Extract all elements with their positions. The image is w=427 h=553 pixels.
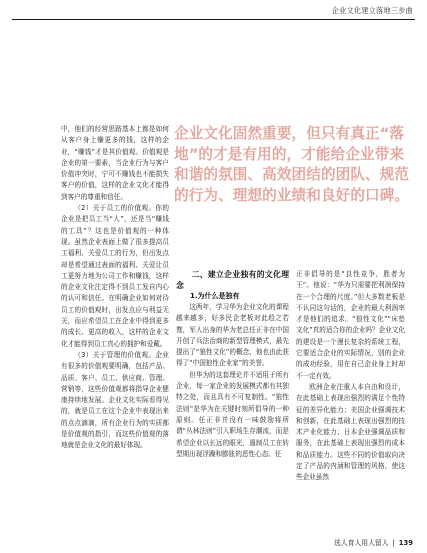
middle-text-column <box>176 269 289 460</box>
body-paragraph: （3）关于管理的价值观。企业有很多的价值观要明确，包括产品、品质、客户、员工、供应商、管理、营销等，这些价值观都将指导企业健康持续地发展。企业文化实际看得见的，就是员工在这个企业中表现出来的点点滴滴，所有企业行为的实质都是价值观的指引，而这些价值观的落地就是企业文化的最好体现。 <box>61 350 169 450</box>
body-paragraph: 这两年，学习华为企业文化的课程越来越多，好多民企老板对此趋之若鹜，军人出身的华为老总任正非在中国开创了兵法治商的新型管理模式，最先提出了“狼性文化”的概念，他也由此获得了“中国狼性企业家”的美誉。 <box>176 303 289 368</box>
footer-separator: | <box>392 539 395 547</box>
left-text-column <box>61 124 169 452</box>
page-footer <box>334 537 413 547</box>
body-paragraph: 欧洲企业注重人本自由和设计，在此基础上表现出强烈的满足个性特征的差异化能力；美国企业强调技术和创新，在此基础上表现出强烈的技术产业化能力；日本企业强调品质和服务，在此基础上表现出强烈的成本和品质能力。这些不同的价值取向决定了产品的内涵和管理的风格，使这些企业虽然 <box>296 382 405 482</box>
right-text-column <box>296 269 405 484</box>
body-paragraph: 正非倡导的是“良性竞争，胜者为王”。他说：“华为只需要把利润保持在一个合理的尺度。”但大多数老板是不认同这句话的，企业的最大利润率才是他们的追求。“狼性文化”“床垫文化”真的适合你的企业吗？企业文化的建设是一个漫长复杂的系统工程，它要适合企业的实际情况，别的企业的成功经验，用在自己企业身上时却不一定有效。 <box>296 270 405 380</box>
subsection-title: 1.为什么是独有 <box>190 292 240 300</box>
body-paragraph: 中，他们的经营思路基本上都是如何从客户身上赚更多的钱，这样的企业，“赚钱”才是其价值观。价值观是企业的第一要素，当企业行为与客户价值冲突时，宁可不赚钱也不能损失客户的价值，这样的企业文化才能得到客户的尊重和信任。 <box>61 125 169 201</box>
running-header: 企业文化建立落地三步曲 <box>331 6 413 15</box>
section-title: 二、建立企业独有的文化理念 <box>176 270 289 290</box>
magazine-name: 选人育人用人留人 <box>334 539 389 547</box>
header-rule <box>12 19 415 20</box>
body-paragraph: （2）关于员工的价值观。你的企业是把员工当“人”，还是当“赚钱的工具”？这也是价值观的一种体现。虽然企业表面上做了很多提高员工福利、关爱员工的行为，但出发点却是希望通过表面的福利、关爱让员工更努力地为公司工作和赚钱，这样的企业文化注定得不到员工发自内心的认可和信任。在明确企业如何对待员工的价值观时，出发点应与利益无关，而应希望员工在企业中得到更多的成长、更高的收入，这样的企业文化才能得到员工真心的拥护和爱戴。 <box>61 204 169 348</box>
body-paragraph: 但华为的这套理论并不适用于所有企业，每一家企业的发展模式都有其独特之处，而且具有不可复制性。“狼性法则”是华为在关键时刻所倡导的一种原则。任正非并没有一味鼓励将所谓“丛林法则”引入职场生存潮流，而是希望企业以长远的眼光，遏制员工在转型期出现浮躁和膨胀的恶性心态。任 <box>176 370 289 458</box>
pull-quote: 企业文化固然重要，但只有真正“落地”的才是有用的，才能给企业带来和谐的氛围、高效团结的团队、规范的行为、理想的业绩和良好的口碑。 <box>174 125 410 204</box>
page-number: 139 <box>398 539 413 547</box>
